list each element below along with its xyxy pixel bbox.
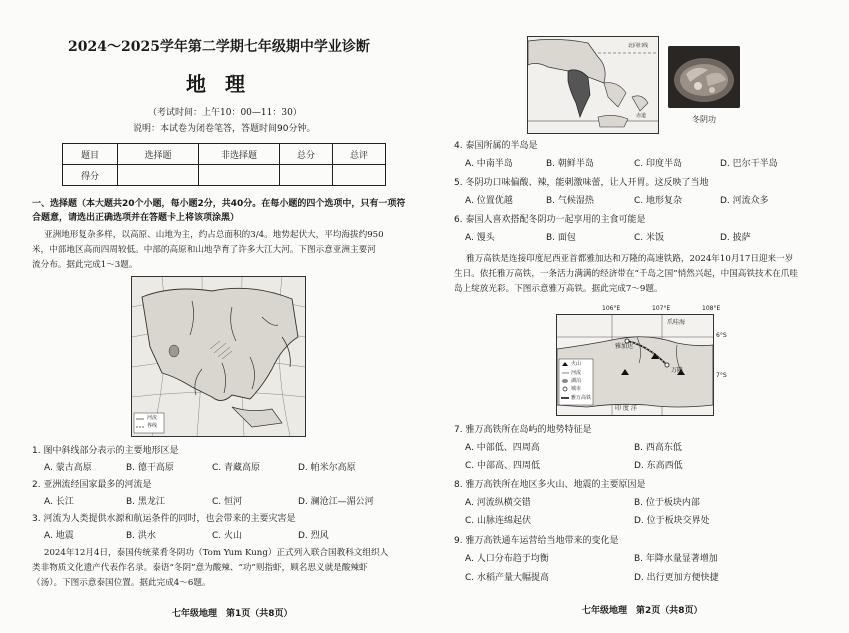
section1-heading-line1: 一、选择题（本大题共20个小题，每小题2分，共40分。在每小题的四个选项中，只有一项符 xyxy=(32,199,406,209)
option[interactable]: D. 帕米尔高原 xyxy=(298,463,356,473)
section1-heading-line2: 合题意，请选出正确选项并在答题卡上将该项涂黑） xyxy=(32,213,240,223)
option[interactable]: C. 地形复杂 xyxy=(634,196,683,206)
passage2-line: （汤）。下图示意泰国位置。据此完成4～6题。 xyxy=(32,578,211,588)
exam-time: （考试时间：上午10：00—11：30） xyxy=(148,108,302,118)
bandung-label: 万隆 xyxy=(671,367,684,374)
passage1-line: 流分布。据此完成1～3题。 xyxy=(32,260,138,270)
passage1-line: 亚洲地形复杂多样，以高原、山地为主，约占总面积的3/4。地势起伏大，平均海拔约950 xyxy=(44,230,384,240)
option[interactable]: A. 河流纵横交错 xyxy=(465,498,531,508)
score-table xyxy=(62,143,386,186)
option[interactable]: D. 巴尔干半岛 xyxy=(720,159,778,169)
footer-left: 七年级地理 第1页（共8页） xyxy=(172,609,293,619)
jakarta-bandung-hsr-map xyxy=(556,305,736,417)
jakarta-label: 雅加达 xyxy=(615,343,634,350)
score-cell xyxy=(280,165,333,186)
option[interactable]: B. 气候湿热 xyxy=(546,196,594,206)
option[interactable]: D. 出行更加方便快捷 xyxy=(634,573,719,583)
exam-title: 2024～2025学年第二学期七年级期中学业诊断 xyxy=(68,39,370,55)
legend-city: 城市 xyxy=(571,386,582,392)
option[interactable]: C. 青藏高原 xyxy=(212,463,261,473)
option[interactable]: D. 东高西低 xyxy=(634,461,683,471)
option[interactable]: A. 人口分布趋于均衡 xyxy=(465,554,549,564)
question-stem: 2. 亚洲流经国家最多的河流是 xyxy=(32,480,152,490)
lat-label-6s: 6°S xyxy=(716,332,727,339)
option[interactable]: D. 位于板块交界处 xyxy=(634,516,710,526)
lon-label-108: 108°E xyxy=(702,305,721,312)
score-header-item: 题目 xyxy=(63,144,118,165)
score-header-nonchoice: 非选择题 xyxy=(199,144,280,165)
option[interactable]: B. 位于板块内部 xyxy=(634,498,700,508)
asia-map-graphic xyxy=(132,277,305,436)
footer-right: 七年级地理 第2页（共8页） xyxy=(582,606,703,616)
question-stem: 5. 冬阴功口味偏酸、辣，能刺激味蕾，让人开胃。这反映了当地 xyxy=(454,178,709,188)
option[interactable]: A. 馒头 xyxy=(465,233,495,243)
option[interactable]: C. 水稻产量大幅提高 xyxy=(465,573,550,583)
score-row-label: 得分 xyxy=(63,165,118,186)
passage1-line: 米，中部地区高而四周较低。中部的高原和山地孕育了许多大江大河。下图示意亚洲主要河 xyxy=(32,245,376,255)
option[interactable]: B. 朝鲜半岛 xyxy=(546,159,594,169)
exam-instructions: 说明：本试卷为闭卷笔答，答题时间90分钟。 xyxy=(133,124,316,134)
tropic-of-cancer-label: 北回归线 xyxy=(628,43,649,49)
legend-hsr: 雅万高铁 xyxy=(571,395,592,401)
option[interactable]: C. 中部高、四周低 xyxy=(465,461,541,471)
option[interactable]: B. 面包 xyxy=(546,233,576,243)
passage3-line: 生日。依托雅万高铁，一条活力满满的经济带在“千岛之国”悄然兴起，中国高铁技术在爪哇 xyxy=(454,269,798,279)
option[interactable]: A. 位置优越 xyxy=(465,196,513,206)
question-stem: 3. 河流为人类提供水源和航运条件的同时，也会带来的主要灾害是 xyxy=(32,514,296,524)
option[interactable]: D. 披萨 xyxy=(720,233,751,243)
tom-yum-photo xyxy=(668,46,740,108)
java-sea-label: 爪哇海 xyxy=(667,319,686,326)
question-stem: 9. 雅万高铁通车运营给当地带来的变化是 xyxy=(454,536,619,546)
photo-caption: 冬阴功 xyxy=(692,115,716,124)
indian-ocean-label: 印 度 洋 xyxy=(615,405,637,412)
question-stem: 6. 泰国人喜欢搭配冬阴功一起享用的主食可能是 xyxy=(454,215,646,225)
option[interactable]: A. 中南半岛 xyxy=(465,159,513,169)
lon-label-106: 106°E xyxy=(602,305,621,312)
legend-volcano: 火山 xyxy=(571,361,582,367)
map1-legend-boundary: 界线 xyxy=(147,423,158,429)
question-stem: 1. 图中斜线部分表示的主要地形区是 xyxy=(32,446,179,456)
lat-label-7s: 7°S xyxy=(716,372,727,379)
option[interactable]: B. 西高东低 xyxy=(634,443,682,453)
thailand-location-map xyxy=(527,36,659,134)
passage2-line: 类非物质文化遗产代表作名录。泰语“冬阴”意为酸辣、“功”则指虾，顾名思义就是酸辣虾 xyxy=(32,563,368,573)
passage2-line: 2024年12月4日，泰国传统菜肴冬阴功（Tom Yum Kung）正式列入联合国教科文组织人 xyxy=(44,548,389,558)
lon-label-107: 107°E xyxy=(652,305,671,312)
option[interactable]: A. 长江 xyxy=(44,497,74,507)
score-header-choice: 选择题 xyxy=(118,144,199,165)
legend-lake: 湖泊 xyxy=(571,378,582,384)
option[interactable]: B. 德干高原 xyxy=(126,463,174,473)
subject-title: 地 理 xyxy=(186,72,251,96)
option[interactable]: B. 年降水量显著增加 xyxy=(634,554,718,564)
option[interactable]: C. 山脉连绵起伏 xyxy=(465,516,532,526)
score-cell xyxy=(199,165,280,186)
hsr-map-frame xyxy=(556,314,714,416)
legend-river: 河流 xyxy=(571,370,582,376)
map1-legend-river: 河流 xyxy=(147,415,158,421)
option[interactable]: D. 烈风 xyxy=(298,531,329,541)
option[interactable]: A. 地震 xyxy=(44,531,74,541)
option[interactable]: C. 印度半岛 xyxy=(634,159,683,169)
option[interactable]: A. 蒙古高原 xyxy=(44,463,92,473)
score-cell xyxy=(333,165,386,186)
option[interactable]: C. 火山 xyxy=(212,531,243,541)
score-cell xyxy=(118,165,199,186)
question-stem: 4. 泰国所属的半岛是 xyxy=(454,141,538,151)
option[interactable]: D. 澜沧江—湄公河 xyxy=(298,497,374,507)
option[interactable]: B. 洪水 xyxy=(126,531,156,541)
option[interactable]: D. 河流众多 xyxy=(720,196,769,206)
option[interactable]: B. 黑龙江 xyxy=(126,497,165,507)
question-stem: 7. 雅万高铁所在岛屿的地势特征是 xyxy=(454,425,592,435)
asia-rivers-map xyxy=(131,276,306,437)
option[interactable]: C. 米饭 xyxy=(634,233,665,243)
tom-yum-image xyxy=(668,46,740,108)
score-header-review: 总评 xyxy=(333,144,386,165)
option[interactable]: A. 中部低、四周高 xyxy=(465,443,540,453)
equator-label: 赤道 xyxy=(636,113,647,119)
score-header-total: 总分 xyxy=(280,144,333,165)
passage3-line: 雅万高铁是连接印度尼西亚首都雅加达和万隆的高速铁路，2024年10月17日迎来一岁 xyxy=(466,254,794,264)
passage3-line: 岛上绽放光彩。下图示意雅万高铁。据此完成7～9题。 xyxy=(454,284,663,294)
option[interactable]: C. 恒河 xyxy=(212,497,243,507)
question-stem: 8. 雅万高铁所在地区多火山、地震的主要原因是 xyxy=(454,480,646,490)
